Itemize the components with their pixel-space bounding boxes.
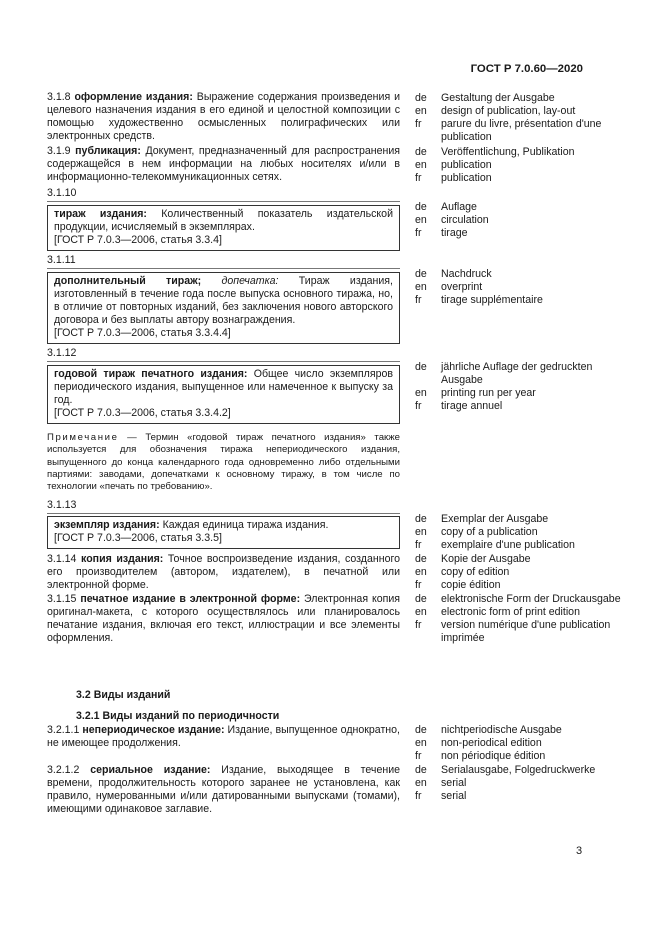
lang-code: en	[415, 606, 427, 619]
note-text: Термин «годовой тираж печатного издания» также используется для обозначения тиража непериодического издания, выпущенного до конца календарного года одновременно либо отдельными партиями: заводами, допечатками к основному тиражу, в том числе по технологии «печать по требованию».	[47, 432, 401, 493]
lang-code: de	[415, 764, 427, 776]
subsection-number: 3.2.1	[76, 710, 100, 722]
lang-code: de	[415, 361, 427, 373]
entry-box-3-1-12	[47, 365, 400, 424]
divider	[47, 513, 400, 514]
entry-term: экземпляр издания:	[54, 519, 160, 531]
entry-number: 3.1.9	[47, 145, 71, 157]
lang-term: elektronische Form der Druckausgabe	[441, 593, 621, 605]
lang-code: de	[415, 146, 427, 158]
entry-box-3-1-13	[47, 516, 400, 549]
lang-list-3-1-12	[415, 361, 625, 413]
lang-code: de	[415, 724, 427, 736]
lang-term: tirage	[441, 227, 468, 240]
lang-list-3-1-8	[415, 92, 625, 144]
entry-number-3-1-10: 3.1.10	[47, 187, 77, 199]
lang-code: de	[415, 268, 427, 280]
lang-code: en	[415, 737, 427, 750]
lang-code: en	[415, 387, 427, 400]
lang-term: exemplaire d'une publication	[441, 539, 575, 552]
lang-code: de	[415, 92, 427, 104]
entry-definition: Каждая единица тиража издания.	[162, 519, 329, 531]
lang-list-3-1-13	[415, 513, 625, 552]
lang-term: copie édition	[441, 579, 501, 592]
entry-reference: [ГОСТ Р 7.0.3—2006, статья 3.3.4]	[54, 234, 222, 247]
lang-code: fr	[415, 619, 422, 632]
lang-term: serial	[441, 777, 467, 790]
lang-term: non-periodical edition	[441, 737, 542, 750]
lang-code: en	[415, 105, 427, 118]
entry-definition: Электронная копия оригинал-макета, с которого осуществлялось или планировалось печатание издания, включая его текст, иллюстрации и все элементы оформления.	[47, 593, 400, 645]
entry-term: оформление издания:	[74, 91, 193, 103]
section-heading	[76, 689, 170, 702]
lang-code: en	[415, 777, 427, 790]
lang-code: de	[415, 201, 427, 213]
entry-term: непериодическое издание:	[82, 724, 225, 736]
entry-box-3-1-10	[47, 205, 400, 251]
entry-reference: [ГОСТ Р 7.0.3—2006, статья 3.3.4.2]	[54, 407, 231, 420]
entry-term: публикация:	[75, 145, 141, 157]
lang-list-3-2-1-1	[415, 724, 625, 763]
lang-code: en	[415, 566, 427, 579]
lang-code: fr	[415, 539, 422, 552]
entry-number-3-1-11: 3.1.11	[47, 254, 76, 266]
entry-reference: [ГОСТ Р 7.0.3—2006, статья 3.3.4.4]	[54, 327, 231, 340]
entry-definition: Выражение содержания произведения и целевого назначения издания в его единой и целостной композиции с помощью художественно осмысленных полиграфических или электронных средств.	[47, 91, 400, 143]
entry-term: дополнительный тираж;	[54, 275, 202, 287]
entry-3-1-14	[47, 553, 400, 592]
lang-list-3-1-9	[415, 146, 625, 185]
lang-code: fr	[415, 400, 422, 413]
lang-code: fr	[415, 750, 422, 763]
lang-term: copy of a publication	[441, 526, 538, 539]
entry-definition: Издание, выпущенное однократно, не имеющее продолжения.	[47, 724, 400, 750]
entry-definition: Документ, предназначенный для распространения содержащейся в нем информации на любых носителях и/или в информационно-телекоммуникационных сетях.	[47, 145, 400, 184]
lang-term: tirage supplémentaire	[441, 294, 543, 307]
lang-code: de	[415, 593, 427, 605]
lang-term: copy of edition	[441, 566, 510, 579]
lang-term: printing run per year	[441, 387, 536, 400]
lang-list-3-1-15	[415, 593, 625, 645]
entry-number: 3.1.15	[47, 593, 77, 605]
doc-header: ГОСТ Р 7.0.60—2020	[470, 63, 583, 75]
entry-term: годовой тираж печатного издания:	[54, 368, 248, 380]
entry-term: печатное издание в электронной форме:	[80, 593, 301, 605]
lang-code: fr	[415, 294, 422, 307]
lang-code: en	[415, 526, 427, 539]
lang-code: fr	[415, 579, 422, 592]
note-label: Примечание	[47, 432, 119, 443]
entry-definition: Тираж издания, изготовленный в течение года после выпуска основного тиража, но, в отличие от повторных изданий, без заключения нового авторского договора и без выплаты автору вознаграждения.	[54, 275, 393, 327]
entry-alt-term: допечатка:	[221, 275, 279, 287]
entry-reference: [ГОСТ Р 7.0.3—2006, статья 3.3.5]	[54, 532, 222, 545]
lang-term: overprint	[441, 281, 483, 294]
lang-code: fr	[415, 790, 422, 803]
lang-code: fr	[415, 172, 422, 185]
lang-list-3-1-14	[415, 553, 625, 592]
lang-code: de	[415, 553, 427, 565]
lang-term: electronic form of print edition	[441, 606, 580, 619]
lang-code: fr	[415, 227, 422, 240]
lang-list-3-1-11	[415, 268, 625, 307]
page-number: 3	[576, 845, 583, 857]
lang-list-3-1-10	[415, 201, 625, 240]
entry-3-1-9	[47, 145, 400, 184]
section-title: Виды изданий	[93, 689, 171, 701]
divider	[47, 361, 400, 362]
entry-number: 3.2.1.1	[47, 724, 80, 736]
entry-definition: Количественный показатель издательской продукции, исчисляемый в экземплярах.	[54, 208, 393, 234]
lang-term: Nachdruck	[441, 268, 492, 280]
section-number: 3.2	[76, 689, 91, 701]
lang-term: parure du livre, présentation d'une publication	[441, 118, 602, 144]
subsection-title: Виды изданий по периодичности	[102, 710, 280, 722]
entry-number: 3.1.14	[47, 553, 77, 565]
lang-term: Auflage	[441, 201, 477, 213]
entry-3-2-1-2	[47, 764, 400, 816]
entry-number: 3.2.1.2	[47, 764, 80, 776]
lang-term: Serialausgabe, Folgedruckwerke	[441, 764, 596, 776]
entry-3-1-15	[47, 593, 400, 645]
divider	[47, 268, 400, 269]
lang-code: en	[415, 214, 427, 227]
entry-definition: Точное воспроизведение издания, созданного его производителем (автором, издателем), в печатной или электронной форме.	[47, 553, 400, 592]
lang-code: de	[415, 513, 427, 525]
lang-term: tirage annuel	[441, 400, 503, 413]
entry-definition: Общее число экземпляров периодического издания, выпущенное или намеченное к выпуску за год.	[54, 368, 393, 407]
lang-term: version numérique d'une publication imprimée	[441, 619, 611, 645]
entry-term: сериальное издание:	[90, 764, 211, 776]
lang-term: Exemplar der Ausgabe	[441, 513, 549, 525]
entry-number: 3.1.8	[47, 91, 71, 103]
entry-box-3-1-11	[47, 272, 400, 344]
lang-term: publication	[441, 159, 492, 172]
lang-list-3-2-1-2	[415, 764, 625, 803]
divider	[47, 201, 400, 202]
entry-number-3-1-12: 3.1.12	[47, 347, 77, 359]
entry-term: тираж издания:	[54, 208, 147, 220]
lang-term: Gestaltung der Ausgabe	[441, 92, 555, 104]
lang-term: circulation	[441, 214, 489, 227]
entry-3-2-1-1	[47, 724, 400, 750]
lang-code: fr	[415, 118, 422, 131]
entry-term: копия издания:	[81, 553, 164, 565]
lang-term: design of publication, lay-out	[441, 105, 576, 118]
entry-number-3-1-13: 3.1.13	[47, 499, 77, 511]
note-dash: —	[127, 432, 137, 443]
note	[47, 432, 400, 493]
lang-term: Kopie der Ausgabe	[441, 553, 531, 565]
lang-term: Veröffentlichung, Publikation	[441, 146, 575, 158]
lang-term: nichtperiodische Ausgabe	[441, 724, 562, 736]
lang-code: en	[415, 281, 427, 294]
entry-definition: Издание, выходящее в течение времени, продолжительность которого заранее не установлена, как правило, нумерованными и/или датированными выпусками (томами), имеющими одинаковое заглавие.	[47, 764, 400, 816]
lang-term: jährliche Auflage der gedruckten Ausgabe	[441, 361, 593, 387]
lang-code: en	[415, 159, 427, 172]
lang-term: non périodique édition	[441, 750, 546, 763]
lang-term: publication	[441, 172, 492, 185]
entry-3-1-8	[47, 91, 400, 143]
subsection-heading	[76, 710, 279, 723]
lang-term: serial	[441, 790, 467, 803]
